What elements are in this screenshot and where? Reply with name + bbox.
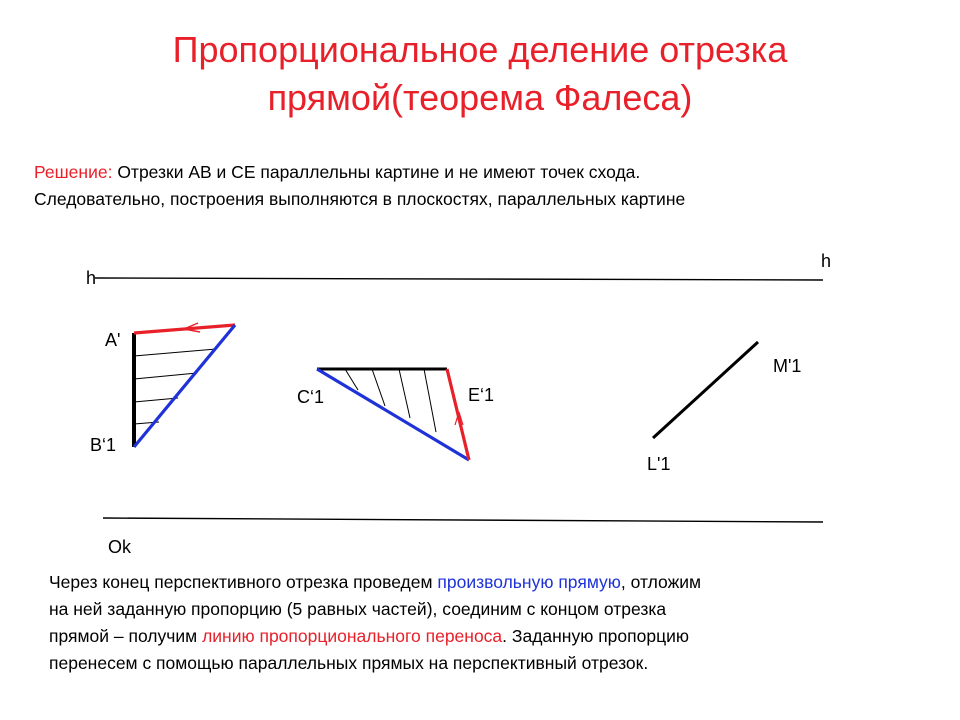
figure-ce-hatch-4 <box>424 369 436 432</box>
solution-label: Решение: <box>34 162 113 182</box>
description-line-1 <box>49 569 949 596</box>
label-h-left: h <box>86 268 97 288</box>
highlight-transfer-line: линию пропорционального переноса <box>202 626 503 646</box>
label-ok: Ok <box>108 537 132 557</box>
label-b1: B‘1 <box>90 435 117 455</box>
figure-ce-hatch-3 <box>399 369 410 418</box>
description-line-3-a: прямой – получим <box>49 626 203 646</box>
description-line-3 <box>49 623 949 650</box>
figure-ab-hatch-1 <box>134 349 216 356</box>
label-l1: L'1 <box>647 454 671 474</box>
label-c1: C‘1 <box>297 387 325 407</box>
transfer-line-blue <box>134 325 235 447</box>
figure-ce <box>317 369 469 460</box>
title-line-1: Пропорциональное деление отрезка <box>172 29 788 70</box>
label-a-prime: A' <box>105 330 121 350</box>
description-line-1-c: , отложим <box>620 572 702 592</box>
label-h-right: h <box>821 251 832 271</box>
description-line-2: на ней заданную пропорцию (5 равных частей), соединим с концом отрезка <box>49 599 667 619</box>
ground-line <box>103 518 823 522</box>
figure-ab <box>134 323 235 447</box>
figure-ce-hatch-2 <box>372 369 385 406</box>
description-text <box>49 569 949 677</box>
label-m1: M'1 <box>773 356 802 376</box>
segment-lm <box>653 342 758 438</box>
segment-ce-blue <box>317 369 469 460</box>
solution-line-2: Следовательно, построения выполняются в плоскостях, параллельных картине <box>34 189 686 209</box>
horizon-line <box>95 278 823 280</box>
description-line-3-c: . Заданную пропорцию <box>502 626 690 646</box>
title-line-2: прямой(теорема Фалеса) <box>267 77 693 118</box>
label-e1: E‘1 <box>468 385 495 405</box>
highlight-arbitrary-line: произвольную прямую <box>437 572 621 592</box>
description-line-4: перенесем с помощью параллельных прямых на перспективный отрезок. <box>49 653 649 673</box>
description-line-1-a: Через конец перспективного отрезка проведем <box>49 572 438 592</box>
figure-ab-hatch-2 <box>134 373 197 379</box>
solution-line-1-rest: Отрезки АВ и СЕ параллельны картине и не имеют точек схода. <box>112 162 641 182</box>
